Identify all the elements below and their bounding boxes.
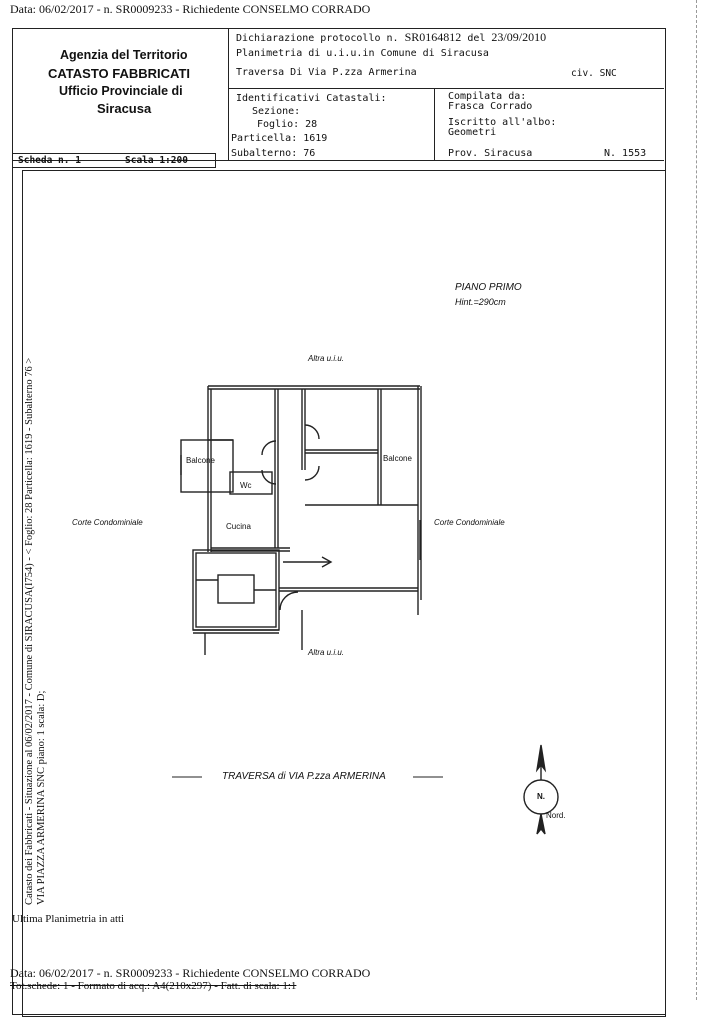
dichiarazione-label: Dichiarazione protocollo n. (236, 33, 399, 44)
particella-value: Particella: 1619 (231, 133, 328, 144)
last-plan-note: Ultima Planimetria in atti (12, 913, 125, 925)
wc-label: Wc (240, 481, 252, 490)
north-label: Nord. (546, 811, 566, 820)
adjacent-unit-top-label: Altra u.i.u. (308, 354, 345, 363)
street-label: TRAVERSA di VIA P.zza ARMERINA (222, 771, 386, 782)
address-line: Traversa Di Via P.zza Armerina (236, 67, 417, 78)
iscritto-value: Geometri (448, 127, 497, 138)
floor-label: PIANO PRIMO (455, 282, 522, 293)
protocol-date: 23/09/2010 (491, 30, 547, 44)
balcony-right-label: Balcone (383, 454, 412, 463)
height-label: Hint.=290cm (455, 297, 506, 307)
scheda-number: Scheda n. 1 (18, 155, 81, 166)
footer-request-line: Data: 06/02/2017 - n. SR0009233 - Richiedente CONSELMO CORRADO (10, 966, 371, 980)
agency-office: Ufficio Provinciale di (59, 84, 183, 98)
identificativi-label: Identificativi Catastali: (236, 93, 387, 104)
courtyard-left-label: Corte Condominiale (72, 518, 143, 527)
del-label: del (467, 33, 486, 44)
civico: civ. SNC (571, 68, 617, 79)
agency-catasto: CATASTO FABBRICATI (48, 66, 191, 81)
top-request-line: Data: 06/02/2017 - n. SR0009233 - Richiedente CONSELMO CORRADO (10, 2, 371, 16)
iscritto-label: Iscritto all'albo: (448, 117, 557, 128)
courtyard-right-label: Corte Condominiale (434, 518, 505, 527)
planimetria-line: Planimetria di u.i.u.in Comune di Siracusa (236, 48, 489, 59)
foglio-value: Foglio: 28 (257, 119, 318, 130)
sezione-label: Sezione: (252, 106, 301, 117)
footer-format-line: Tot.schede: 1 - Formato di acq.: A4(210x297) - Fatt. di scala: 1:1 (10, 980, 297, 992)
agency-city: Siracusa (97, 101, 152, 116)
compilata-name: Frasca Corrado (448, 101, 533, 112)
compilata-label: Compilata da: (448, 91, 527, 102)
side-info-line1: Catasto dei Fabbricati - Situazione al 06/02/2017 - Comune di SIRACUSA(I754) - < Foglio: 28 Particella: 1619 - Subalterno 76 > (24, 357, 35, 905)
protocol-number: SR0164812 (404, 30, 462, 44)
albo-number: N. 1553 (604, 148, 647, 159)
kitchen-label: Cucina (226, 522, 251, 531)
balcony-left-label: Balcone (186, 456, 215, 465)
adjacent-unit-bottom-label: Altra u.i.u. (308, 648, 345, 657)
north-letter: N. (537, 792, 545, 801)
agency-name: Agenzia del Territorio (60, 48, 188, 62)
side-info-line2: VIA PIAZZA ARMERINA SNC piano: 1 scala: D; (36, 690, 47, 905)
scale: Scala 1:200 (125, 155, 188, 166)
provincia: Prov. Siracusa (448, 148, 533, 159)
subalterno-value: Subalterno: 76 (231, 148, 316, 159)
